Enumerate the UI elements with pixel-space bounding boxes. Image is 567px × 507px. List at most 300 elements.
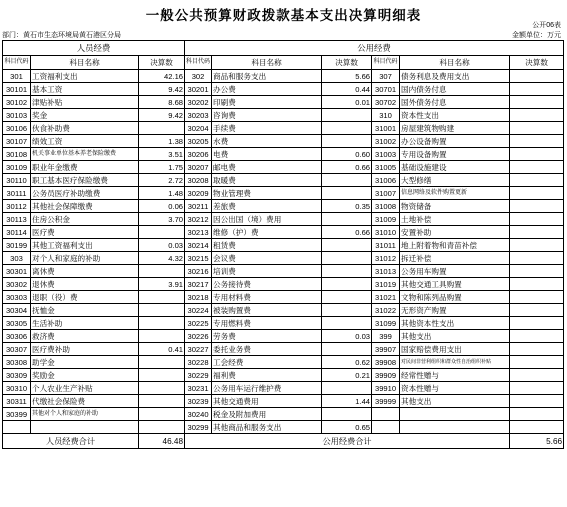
subject-name: 维修（护）费: [212, 226, 322, 239]
subject-name: 对个人和家庭的补助: [31, 252, 139, 265]
header-amount: 决算数: [139, 56, 185, 70]
amount-value: [510, 304, 564, 317]
subject-name: 生活补助: [31, 317, 139, 330]
amount-value: [510, 70, 564, 83]
subject-name: 退职（役）费: [31, 291, 139, 304]
amount-value: [510, 135, 564, 148]
subject-name: 专用燃料费: [212, 317, 322, 330]
amount-value: 9.42: [139, 109, 185, 122]
amount-value: [510, 317, 564, 330]
subject-code: 30218: [185, 291, 212, 304]
subject-code: 399: [372, 330, 400, 343]
subject-name: 其他支出: [400, 330, 510, 343]
subject-name: 其他交通工具购置: [400, 278, 510, 291]
subject-name: 工资福利支出: [31, 70, 139, 83]
subject-code: 30205: [185, 135, 212, 148]
subject-code: 302: [185, 70, 212, 83]
amount-value: [510, 265, 564, 278]
subject-name: 代缴社会保险费: [31, 395, 139, 408]
subject-name: 资本性赠与: [400, 382, 510, 395]
table-row: [3, 200, 564, 213]
amount-value: [510, 291, 564, 304]
subject-code: 30112: [3, 200, 31, 213]
table-row: [3, 395, 564, 408]
subject-name: 抚恤金: [31, 304, 139, 317]
subject-name: 工会经费: [212, 356, 322, 369]
amount-value: [139, 356, 185, 369]
header-name: 科目名称: [31, 56, 139, 70]
amount-value: [510, 83, 564, 96]
subject-code: 303: [3, 252, 31, 265]
amount-value: 0.21: [322, 369, 372, 382]
header-amount: 决算数: [322, 56, 372, 70]
amount-value: [139, 304, 185, 317]
subject-code: 30103: [3, 109, 31, 122]
subject-name: 奖励金: [31, 369, 139, 382]
subject-name: 其他商品和服务支出: [212, 421, 322, 434]
subject-name: 租赁费: [212, 239, 322, 252]
amount-value: 1.44: [322, 395, 372, 408]
subject-name: 手续费: [212, 122, 322, 135]
subject-name: 津贴补贴: [31, 96, 139, 109]
subject-code: 30399: [3, 408, 31, 421]
subject-name: 房屋建筑物购建: [400, 122, 510, 135]
amount-value: [322, 408, 372, 421]
subject-code: 31003: [372, 148, 400, 161]
table-row: [3, 70, 564, 83]
subject-code: 31001: [372, 122, 400, 135]
subject-code: 30217: [185, 278, 212, 291]
subject-code: 30306: [3, 330, 31, 343]
subject-name: [400, 421, 510, 434]
subject-name: 无形资产购置: [400, 304, 510, 317]
amount-value: [322, 291, 372, 304]
amount-value: 8.68: [139, 96, 185, 109]
amount-value: [139, 291, 185, 304]
table-row: [3, 187, 564, 200]
amount-value: [510, 122, 564, 135]
header-name: 科目名称: [212, 56, 322, 70]
subject-code: 30107: [3, 135, 31, 148]
table-row: [3, 304, 564, 317]
personnel-total-label: 人员经费合计: [3, 434, 139, 449]
amount-value: 0.01: [322, 96, 372, 109]
subject-name: 其他社会保障缴费: [31, 200, 139, 213]
amount-value: [510, 278, 564, 291]
column-header-row: [3, 56, 564, 70]
amount-value: 3.51: [139, 148, 185, 161]
subject-code: 30701: [372, 83, 400, 96]
table-row: [3, 161, 564, 174]
subject-code: 31002: [372, 135, 400, 148]
subject-code: 30308: [3, 356, 31, 369]
amount-value: [322, 122, 372, 135]
table-row: [3, 317, 564, 330]
subject-code: 307: [372, 70, 400, 83]
subject-name: 劳务费: [212, 330, 322, 343]
subject-code: 30702: [372, 96, 400, 109]
subject-code: 30206: [185, 148, 212, 161]
subject-name: [400, 408, 510, 421]
subject-code: 39999: [372, 395, 400, 408]
subject-code: 31005: [372, 161, 400, 174]
table-row: [3, 356, 564, 369]
department-label: 部门：黄石市生态环境局黄石港区分局: [2, 32, 121, 39]
group-public: 公用经费: [185, 41, 564, 56]
amount-value: [510, 382, 564, 395]
subject-name: 经常性赠与: [400, 369, 510, 382]
subject-code: [372, 408, 400, 421]
subject-name: 地上附着物和青苗补偿: [400, 239, 510, 252]
amount-value: [322, 252, 372, 265]
subject-name: 基本工资: [31, 83, 139, 96]
amount-value: [510, 148, 564, 161]
amount-value: [510, 239, 564, 252]
subject-code: 39908: [372, 356, 400, 369]
page-title: 一般公共预算财政拨款基本支出决算明细表: [145, 8, 422, 23]
subject-name: 专用材料费: [212, 291, 322, 304]
subject-code: 30111: [3, 187, 31, 200]
subject-code: 30304: [3, 304, 31, 317]
header-code: 科目代码: [185, 56, 212, 70]
table-row: [3, 96, 564, 109]
public-total-label: 公用经费合计: [185, 434, 510, 449]
subject-name: 离休费: [31, 265, 139, 278]
subject-name: 委托业务费: [212, 343, 322, 356]
subject-code: 30299: [185, 421, 212, 434]
table-row: [3, 213, 564, 226]
subject-name: 办公设备购置: [400, 135, 510, 148]
subject-code: [372, 421, 400, 434]
subject-name: 拆迁补偿: [400, 252, 510, 265]
subject-code: 30231: [185, 382, 212, 395]
subject-code: 30106: [3, 122, 31, 135]
amount-value: [139, 330, 185, 343]
amount-value: [322, 109, 372, 122]
amount-value: [322, 239, 372, 252]
subject-name: 债务利息及费用支出: [400, 70, 510, 83]
totals-row: [3, 434, 564, 449]
subject-code: 301: [3, 70, 31, 83]
amount-value: [322, 304, 372, 317]
subject-code: 30208: [185, 174, 212, 187]
amount-value: 5.66: [322, 70, 372, 83]
table-row: [3, 421, 564, 434]
header-name: 科目名称: [400, 56, 510, 70]
subject-code: 30201: [185, 83, 212, 96]
subject-code: 31099: [372, 317, 400, 330]
subject-code: 30211: [185, 200, 212, 213]
amount-value: [510, 330, 564, 343]
header-code: 科目代码: [3, 56, 31, 70]
subject-code: 30212: [185, 213, 212, 226]
table-row: [3, 226, 564, 239]
subject-code: 30207: [185, 161, 212, 174]
subject-code: 30239: [185, 395, 212, 408]
subject-code: 30214: [185, 239, 212, 252]
subject-name: 国内债务付息: [400, 83, 510, 96]
subject-code: 30301: [3, 265, 31, 278]
table-row: [3, 265, 564, 278]
subject-code: 39907: [372, 343, 400, 356]
subject-code: 31021: [372, 291, 400, 304]
table-row: [3, 369, 564, 382]
subject-name: 国外债务付息: [400, 96, 510, 109]
subject-name: 邮电费: [212, 161, 322, 174]
subject-code: 39910: [372, 382, 400, 395]
public-total-value: 5.66: [510, 434, 564, 449]
amount-value: [510, 369, 564, 382]
unit-label: 金额单位：万元: [512, 32, 561, 39]
subject-name: 印刷费: [212, 96, 322, 109]
subject-code: 30101: [3, 83, 31, 96]
subject-name: 个人农业生产补贴: [31, 382, 139, 395]
subject-code: 31013: [372, 265, 400, 278]
amount-value: 0.60: [322, 148, 372, 161]
subject-code: 30199: [3, 239, 31, 252]
subject-name: 差旅费: [212, 200, 322, 213]
subject-name: 福利费: [212, 369, 322, 382]
amount-value: 0.35: [322, 200, 372, 213]
subject-name: 国家赔偿费用支出: [400, 343, 510, 356]
amount-value: [510, 421, 564, 434]
expenditure-table: [2, 40, 564, 449]
subject-code: 30209: [185, 187, 212, 200]
amount-value: [322, 213, 372, 226]
subject-code: 39909: [372, 369, 400, 382]
amount-value: [510, 226, 564, 239]
subject-name: 医疗费: [31, 226, 139, 239]
amount-value: [139, 369, 185, 382]
amount-value: [510, 213, 564, 226]
subject-name: 电费: [212, 148, 322, 161]
subject-name: 住房公积金: [31, 213, 139, 226]
subject-name: 信息网络及软件购置更新: [400, 187, 510, 200]
amount-value: [510, 408, 564, 421]
subject-name: 职工基本医疗保险缴费: [31, 174, 139, 187]
header-code: 科目代码: [372, 56, 400, 70]
amount-value: [139, 317, 185, 330]
subject-code: 31009: [372, 213, 400, 226]
amount-value: [139, 382, 185, 395]
subject-name: 医疗费补助: [31, 343, 139, 356]
subject-code: 30307: [3, 343, 31, 356]
amount-value: [510, 109, 564, 122]
subject-code: 31022: [372, 304, 400, 317]
table-row: [3, 239, 564, 252]
subject-code: 31006: [372, 174, 400, 187]
header-amount: 决算数: [510, 56, 564, 70]
subject-code: 30240: [185, 408, 212, 421]
subject-name: 公务接待费: [212, 278, 322, 291]
table-row: [3, 343, 564, 356]
subject-code: 31007: [372, 187, 400, 200]
subject-name: 商品和服务支出: [212, 70, 322, 83]
amount-value: 0.66: [322, 226, 372, 239]
subject-code: 30229: [185, 369, 212, 382]
subject-code: 30113: [3, 213, 31, 226]
amount-value: 0.65: [322, 421, 372, 434]
amount-value: [510, 187, 564, 200]
amount-value: [139, 265, 185, 278]
subject-name: 职业年金缴费: [31, 161, 139, 174]
amount-value: 0.41: [139, 343, 185, 356]
amount-value: 0.06: [139, 200, 185, 213]
table-row: [3, 109, 564, 122]
subject-code: 30108: [3, 148, 31, 161]
subject-name: 被装购置费: [212, 304, 322, 317]
table-row: [3, 135, 564, 148]
amount-value: [139, 408, 185, 421]
amount-value: [322, 343, 372, 356]
table-row: [3, 291, 564, 304]
subject-code: 30227: [185, 343, 212, 356]
amount-value: 9.42: [139, 83, 185, 96]
amount-value: 0.03: [139, 239, 185, 252]
group-header-row: [3, 41, 564, 56]
amount-value: [322, 278, 372, 291]
subject-name: 其他交通费用: [212, 395, 322, 408]
amount-value: 1.38: [139, 135, 185, 148]
subject-name: 奖金: [31, 109, 139, 122]
group-personnel: 人员经费: [3, 41, 185, 56]
amount-value: [322, 317, 372, 330]
form-number: 公开06表: [532, 22, 561, 29]
subject-name: 资本性支出: [400, 109, 510, 122]
subject-name: 退休费: [31, 278, 139, 291]
subject-name: 其他资本性支出: [400, 317, 510, 330]
subject-code: 30215: [185, 252, 212, 265]
subject-name: 培训费: [212, 265, 322, 278]
subject-name: 对民间非营利组织和群众性自治组织补贴: [400, 356, 510, 369]
amount-value: 3.70: [139, 213, 185, 226]
subject-code: 31012: [372, 252, 400, 265]
amount-value: [510, 395, 564, 408]
subject-name: 因公出国（境）费用: [212, 213, 322, 226]
subject-name: 伙食补助费: [31, 122, 139, 135]
amount-value: 4.32: [139, 252, 185, 265]
subject-code: 30302: [3, 278, 31, 291]
amount-value: [139, 226, 185, 239]
subject-code: 31010: [372, 226, 400, 239]
amount-value: [510, 343, 564, 356]
table-row: [3, 148, 564, 161]
subject-code: 31019: [372, 278, 400, 291]
subject-code: 30110: [3, 174, 31, 187]
subject-name: 咨询费: [212, 109, 322, 122]
subject-name: 水费: [212, 135, 322, 148]
amount-value: 1.48: [139, 187, 185, 200]
subject-name: 基础设施建设: [400, 161, 510, 174]
subject-code: 30204: [185, 122, 212, 135]
subject-code: 30309: [3, 369, 31, 382]
subject-name: 物业管理费: [212, 187, 322, 200]
subject-name: 救济费: [31, 330, 139, 343]
subject-code: 30109: [3, 161, 31, 174]
table-row: [3, 252, 564, 265]
amount-value: [510, 356, 564, 369]
subject-code: 30114: [3, 226, 31, 239]
meta-row: [2, 30, 565, 40]
amount-value: [139, 395, 185, 408]
subject-name: 大型修缮: [400, 174, 510, 187]
subject-code: 30228: [185, 356, 212, 369]
subject-name: 其他工资福利支出: [31, 239, 139, 252]
table-row: [3, 174, 564, 187]
subject-name: 其他支出: [400, 395, 510, 408]
amount-value: [510, 200, 564, 213]
amount-value: 0.66: [322, 161, 372, 174]
subject-code: 30102: [3, 96, 31, 109]
table-row: [3, 122, 564, 135]
subject-code: 30310: [3, 382, 31, 395]
subject-code: 30303: [3, 291, 31, 304]
amount-value: [139, 421, 185, 434]
subject-code: [3, 421, 31, 434]
amount-value: [139, 122, 185, 135]
amount-value: [322, 265, 372, 278]
amount-value: [322, 174, 372, 187]
amount-value: 0.44: [322, 83, 372, 96]
subject-name: 取暖费: [212, 174, 322, 187]
table-row: [3, 382, 564, 395]
amount-value: [510, 174, 564, 187]
subject-name: 土地补偿: [400, 213, 510, 226]
subject-name: 助学金: [31, 356, 139, 369]
subject-name: 文物和陈列品购置: [400, 291, 510, 304]
amount-value: 1.75: [139, 161, 185, 174]
amount-value: [510, 252, 564, 265]
amount-value: [322, 187, 372, 200]
amount-value: 42.16: [139, 70, 185, 83]
subject-name: 专用设备购置: [400, 148, 510, 161]
subject-code: 30202: [185, 96, 212, 109]
subject-code: 30213: [185, 226, 212, 239]
subject-code: 30311: [3, 395, 31, 408]
subject-code: 30203: [185, 109, 212, 122]
amount-value: [322, 135, 372, 148]
subject-code: 30305: [3, 317, 31, 330]
subject-name: [31, 421, 139, 434]
subject-code: 30224: [185, 304, 212, 317]
subject-name: 机关事业单位基本养老保险缴费: [31, 148, 139, 161]
subject-name: 物资储备: [400, 200, 510, 213]
table-row: [3, 330, 564, 343]
table-row: [3, 408, 564, 421]
amount-value: [322, 382, 372, 395]
subject-code: 30225: [185, 317, 212, 330]
subject-name: 公务用车运行维护费: [212, 382, 322, 395]
table-row: [3, 83, 564, 96]
amount-value: 3.91: [139, 278, 185, 291]
amount-value: 0.62: [322, 356, 372, 369]
amount-value: 2.72: [139, 174, 185, 187]
subject-name: 会议费: [212, 252, 322, 265]
subject-code: 31008: [372, 200, 400, 213]
subject-name: 税金及附加费用: [212, 408, 322, 421]
subject-code: 30216: [185, 265, 212, 278]
amount-value: 0.03: [322, 330, 372, 343]
subject-name: 公务用车购置: [400, 265, 510, 278]
subject-name: 其他对个人和家庭的补助: [31, 408, 139, 421]
subject-code: 31011: [372, 239, 400, 252]
subject-code: 310: [372, 109, 400, 122]
table-row: [3, 278, 564, 291]
subject-name: 办公费: [212, 83, 322, 96]
amount-value: [510, 161, 564, 174]
subject-name: 公务员医疗补助缴费: [31, 187, 139, 200]
subject-name: 安置补助: [400, 226, 510, 239]
